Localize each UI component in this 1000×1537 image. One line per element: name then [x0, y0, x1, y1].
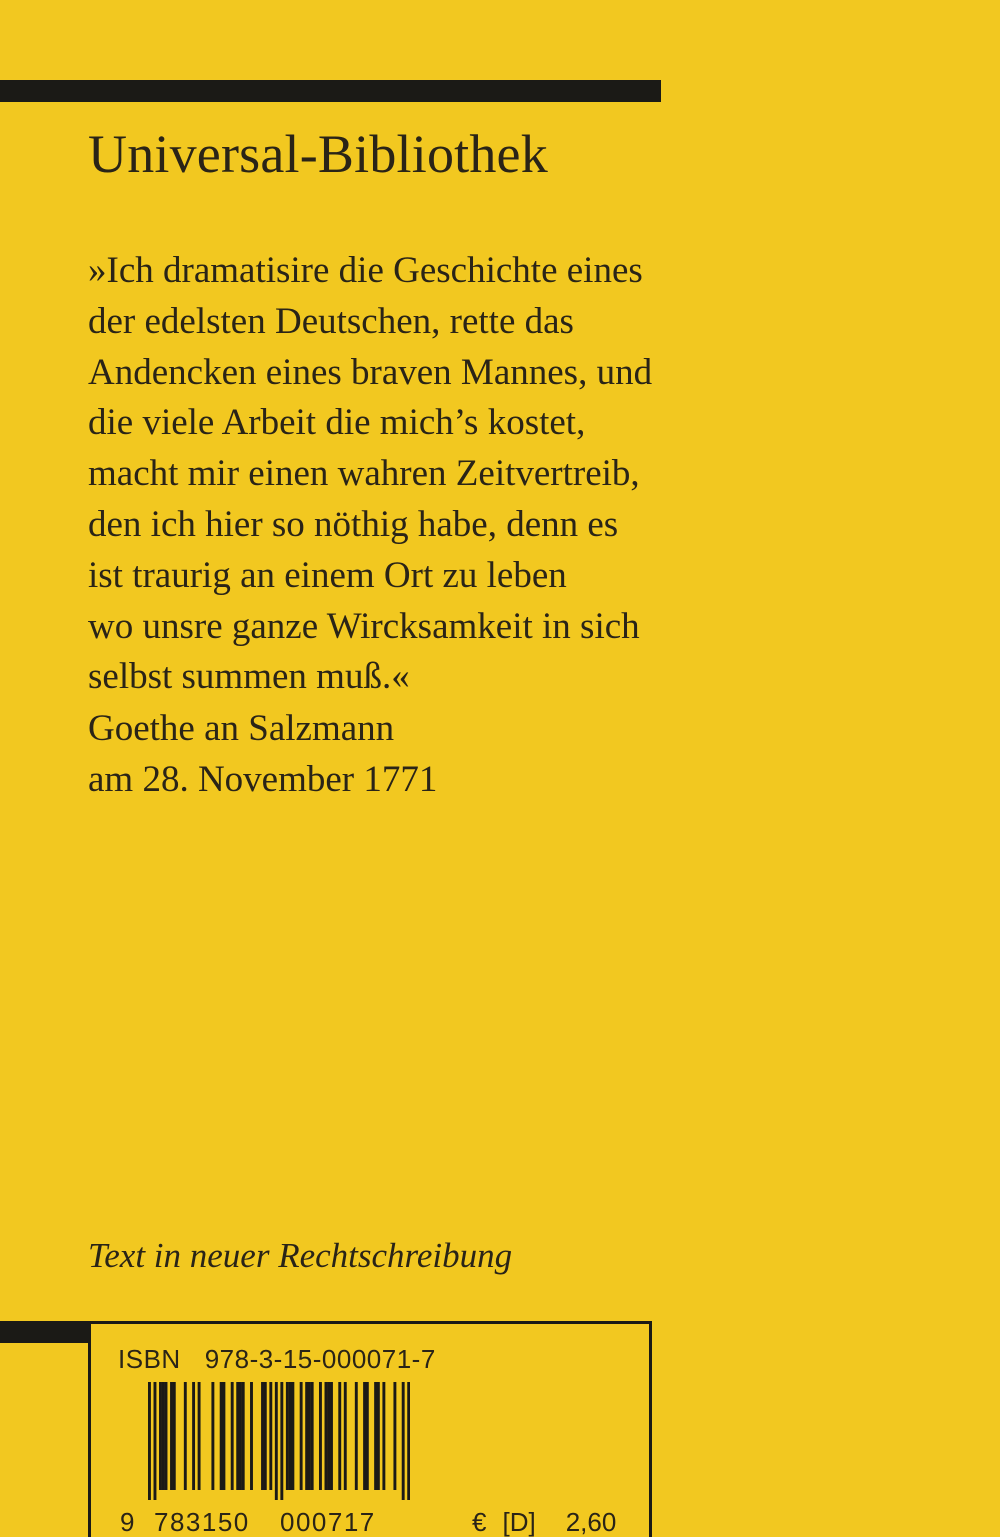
- isbn-line: [118, 1344, 436, 1374]
- barcode-bar: [289, 1382, 292, 1490]
- barcode-bar: [261, 1382, 264, 1490]
- quote-line: ist traurig an einem Ort zu leben: [88, 554, 567, 596]
- quote-line: die viele Arbeit die mich’s kostet,: [88, 402, 586, 444]
- barcode-bar: [291, 1382, 294, 1490]
- ean-lead-digit: 9: [120, 1507, 135, 1537]
- barcode-bar: [148, 1382, 151, 1500]
- barcode-bar: [363, 1382, 366, 1490]
- barcode-bar: [275, 1382, 278, 1500]
- attribution-line: am 28. November 1771: [88, 759, 438, 800]
- barcode: [148, 1382, 410, 1500]
- barcode-bar: [222, 1382, 225, 1490]
- barcode-bar: [154, 1382, 157, 1500]
- barcode-bar: [300, 1382, 303, 1490]
- isbn-label: ISBN: [118, 1344, 181, 1374]
- bottom-rule: [0, 1321, 88, 1343]
- barcode-bar: [250, 1382, 253, 1490]
- ean-group-1: 783150: [154, 1507, 250, 1537]
- quote-attribution: [88, 703, 437, 805]
- barcode-bar: [231, 1382, 234, 1490]
- spelling-note: Text in neuer Rechtschreibung: [88, 1236, 513, 1275]
- attribution-line: Goethe an Salzmann: [88, 708, 395, 749]
- barcode-bar: [402, 1382, 405, 1500]
- barcode-bar: [198, 1382, 201, 1490]
- barcode-bar: [382, 1382, 385, 1490]
- barcode-bar: [377, 1382, 380, 1490]
- quote-line: wo unsre ganze Wircksamkeit in sich: [88, 605, 640, 647]
- barcode-bar: [220, 1382, 223, 1490]
- barcode-bar: [269, 1382, 272, 1490]
- barcode-bar: [330, 1382, 333, 1490]
- barcode-bar: [344, 1382, 347, 1490]
- barcode-bar: [236, 1382, 239, 1490]
- quote-line: der edelsten Deutschen, rette das: [88, 300, 574, 342]
- barcode-bar: [165, 1382, 168, 1490]
- price-region: [D]: [502, 1507, 536, 1537]
- barcode-bar: [192, 1382, 195, 1490]
- barcode-bar: [311, 1382, 314, 1490]
- barcode-bar: [162, 1382, 165, 1490]
- price: [472, 1508, 616, 1536]
- series-title: Universal-Bibliothek: [88, 124, 548, 184]
- barcode-bar: [211, 1382, 214, 1490]
- barcode-bar: [170, 1382, 173, 1490]
- barcode-bar: [366, 1382, 369, 1490]
- barcode-bar: [159, 1382, 162, 1490]
- barcode-bar: [407, 1382, 410, 1500]
- quote-line: macht mir einen wahren Zeitvertreib,: [88, 453, 640, 495]
- barcode-bar: [286, 1382, 289, 1490]
- quote-line: Andencken eines braven Mannes, und: [88, 351, 653, 393]
- ean-group-2: 000717: [280, 1507, 376, 1537]
- barcode-bar: [242, 1382, 245, 1490]
- price-amount: 2,60: [565, 1507, 617, 1537]
- isbn-number: 978-3-15-000071-7: [204, 1344, 436, 1374]
- barcode-bar: [239, 1382, 242, 1490]
- barcode-bar: [393, 1382, 396, 1490]
- quote-line: »Ich dramatisire die Geschichte eines: [88, 250, 643, 291]
- barcode-bar: [338, 1382, 341, 1490]
- quote-line: den ich hier so nöthig habe, denn es: [88, 503, 619, 545]
- barcode-bar: [355, 1382, 358, 1490]
- barcode-bar: [325, 1382, 328, 1490]
- barcode-bar: [280, 1382, 283, 1500]
- barcode-bar: [319, 1382, 322, 1490]
- quote: [88, 246, 652, 703]
- quote-line: selbst summen muß.«: [88, 656, 410, 698]
- top-rule: [0, 80, 661, 102]
- barcode-bar: [173, 1382, 176, 1490]
- barcode-bar: [327, 1382, 330, 1490]
- price-currency: €: [472, 1507, 487, 1537]
- barcode-bar: [374, 1382, 377, 1490]
- barcode-bar: [305, 1382, 308, 1490]
- barcode-bar: [308, 1382, 311, 1490]
- barcode-bar: [264, 1382, 267, 1490]
- barcode-bar: [184, 1382, 187, 1490]
